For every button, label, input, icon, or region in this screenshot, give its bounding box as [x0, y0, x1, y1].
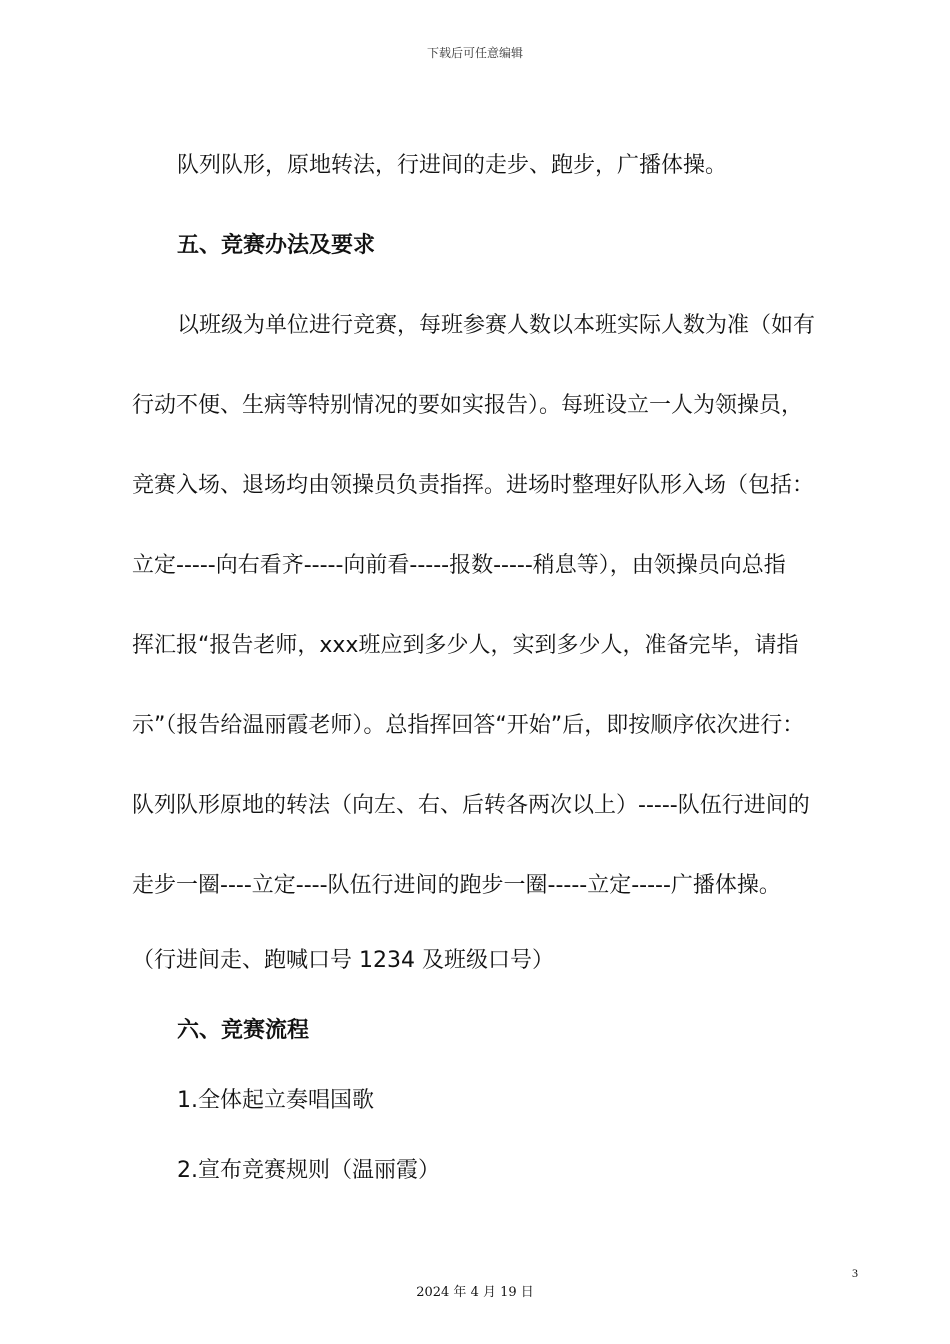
page-header: 下载后可任意编辑: [426, 46, 523, 60]
paragraph-line: 队列队形，原地转法，行进间的走步、跑步，广播体操。: [177, 153, 728, 178]
document-body: [132, 126, 864, 1206]
paragraph-line: 以班级为单位进行竞赛，每班参赛人数以本班实际人数为准（如有: [177, 313, 816, 338]
paragraph-line: 立定-----向右看齐-----向前看-----报数-----稍息等），由领操员向总指: [132, 553, 786, 578]
page-footer-date: 2024 年 4 月 19 日: [416, 1285, 534, 1300]
paragraph-line: 示”（报告给温丽霞老师）。总指挥回答“开始”后，即按顺序依次进行：: [132, 713, 805, 738]
list-item: 1.全体起立奏唱国歌: [177, 1088, 374, 1113]
paragraph-line: 行动不便、生病等特别情况的要如实报告）。每班设立一人为领操员，: [132, 393, 804, 418]
list-item: 2.宣布竞赛规则（温丽霞）: [177, 1158, 440, 1183]
paragraph-line: 走步一圈----立定----队伍行进间的跑步一圈-----立定-----广播体操。: [132, 873, 781, 898]
paragraph-line: 竞赛入场、退场均由领操员负责指挥。进场时整理好队形入场（包括：: [132, 473, 815, 498]
page-number: 3: [852, 1266, 858, 1280]
paragraph-line: 挥汇报“报告老师，xxx班应到多少人，实到多少人，准备完毕，请指: [132, 633, 799, 658]
section-heading: 六、竞赛流程: [177, 1018, 310, 1043]
paragraph-line: （行进间走、跑喊口号 1234 及班级口号）: [132, 948, 554, 973]
section-heading: 五、竞赛办法及要求: [177, 233, 376, 258]
paragraph-line: 队列队形原地的转法（向左、右、后转各两次以上）-----队伍行进间的: [132, 793, 810, 818]
